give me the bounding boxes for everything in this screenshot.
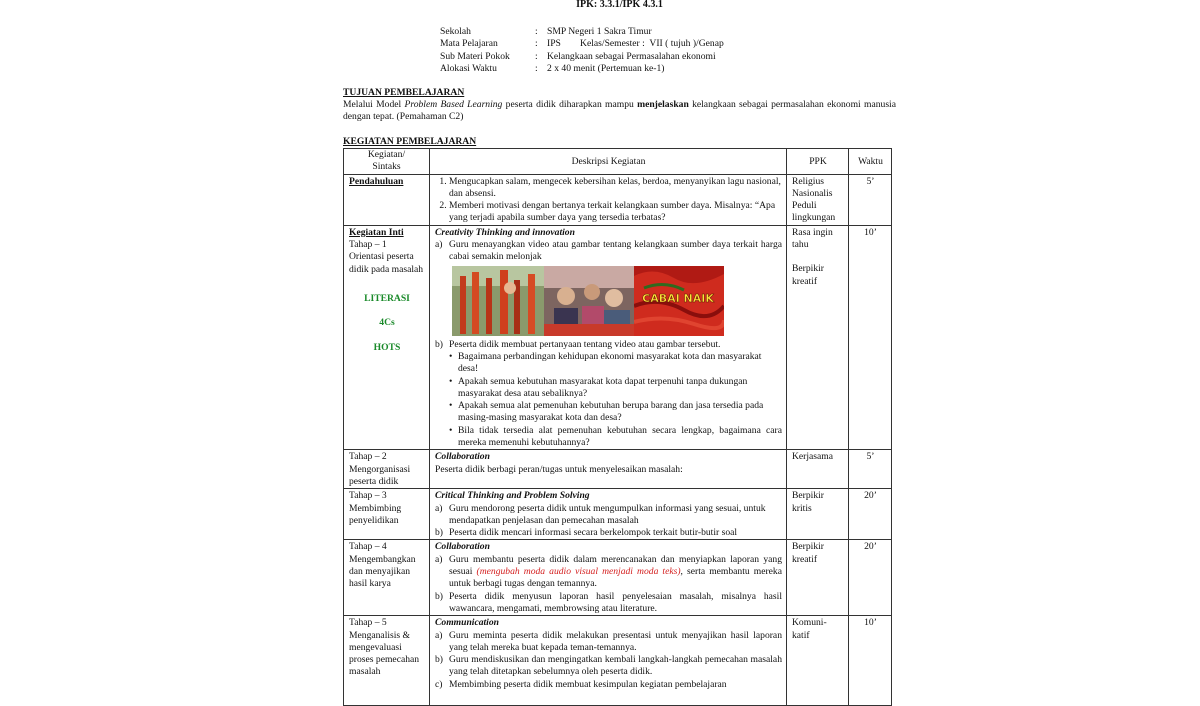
kegiatan-title: KEGIATAN PEMBELAJARAN (343, 136, 477, 147)
list-item: • Apakah semua alat pemenuhan kebutuhan berupa barang dan jasa tersedia pada masing-masing masyarakat kota dan desa? (458, 400, 782, 425)
pendahuluan-list (435, 176, 782, 225)
table-header-row (344, 149, 892, 175)
list-item: 2. Memberi motivasi dengan bertanya terkait kelangkaan sumber daya. Misalnya: “Apa yang terjadi apabila sumber daya yang tersedia terbatas? (449, 200, 782, 225)
ppk-cell: Kerjasama (787, 450, 849, 489)
pendahuluan-label: Pendahuluan (349, 175, 404, 187)
question-list (435, 351, 782, 449)
table-row-tahap-4: Tahap – 4 Mengembangkan dan menyajikan hasil karya Collaboration a) Guru membantu peserta didik dalam merencanakan dan menyiapkan laporan yang sesuai (mengubah moda audio visual menjadi moda teks), serta membantu mereka untuk berbagi tugas dengan temannya. b) Peserta didik menyusun laporan hasil penyelesaian masalah, misalnya hasil wawancara, mengamati, membrowsing atau literature. Berpikir kreatif 20’ (344, 540, 892, 616)
tahap-name: Orientasi peserta didik pada masalah (349, 251, 424, 275)
waktu-cell: 20’ (849, 540, 892, 616)
waktu-cell: 20’ (849, 489, 892, 540)
header-deskripsi: Deskripsi Kegiatan (430, 149, 787, 175)
table-row-tahap-3: Tahap – 3 Membimbing penyelidikan Critical Thinking and Problem Solving a) Guru mendorong peserta didik untuk mengumpulkan informasi yang sesuai, untuk mendapatkan penjelasan dan pemecahan masalah b) Peserta didik mencari informasi secara berkelompok terkait butir-butir soal Berpikir kritis 20’ (344, 489, 892, 540)
header-tahap: Kegiatan/ Sintaks (344, 149, 430, 175)
tahap-name: Membimbing penyelidikan (349, 502, 402, 526)
meta-row: Alokasi Waktu : 2 x 40 menit (Pertemuan ke-1) (440, 63, 665, 75)
chili-market-photo (452, 266, 544, 336)
tahap-name: Mengembangkan dan menyajikan hasil karya (349, 553, 416, 590)
list-item: • Bagaimana perbandingan kehidupan ekonomi masyarakat kota dan masyarakat desa! (458, 351, 782, 376)
chili-price-images (452, 266, 782, 336)
list-item: • Apakah semua kebutuhan masyarakat kota dapat terpenuhi tanpa dukungan masyarakat desa atau sebaliknya? (458, 376, 782, 401)
waktu-cell: 10’ (849, 225, 892, 450)
ppk-cell: Rasa ingin tahu (792, 226, 833, 251)
waktu-cell: 10’ (849, 616, 892, 706)
ppk-cell: Berpikir kreatif (787, 540, 849, 616)
inti-label: Kegiatan Inti (349, 226, 404, 238)
table-row-pendahuluan (344, 174, 892, 225)
tag-literasi: LITERASI (364, 292, 410, 304)
meta-row: Sekolah : SMP Negeri 1 Sakra Timur (440, 26, 652, 37)
ipk-heading: IPK: 3.3.1/IPK 4.3.1 (576, 0, 663, 10)
tag-hots: HOTS (373, 341, 401, 353)
tahap-name: Menganalisis & mengevaluasi proses pemecahan masalah (349, 629, 420, 678)
meta-row: Mata Pelajaran : IPS Kelas/Semester : VII ( tujuh )/Genap (440, 38, 724, 50)
ppk-cell: Berpikir kritis (787, 489, 849, 540)
waktu-cell: 5’ (849, 450, 892, 489)
ppk-cell: Berpikir kreatif (792, 263, 824, 287)
cabai-naik-caption: CABAI NAIK (642, 291, 714, 305)
waktu-cell: 5’ (849, 174, 892, 225)
market-crowd-photo (544, 266, 634, 336)
tahap-name: Mengorganisasi peserta didik (349, 463, 411, 487)
ppk-cell: Komuni- katif (787, 616, 849, 706)
activity-table (343, 148, 892, 706)
header-waktu: Waktu (849, 149, 892, 175)
header-ppk: PPK (787, 149, 849, 175)
cabai-naik-photo (634, 266, 724, 336)
identity-block (440, 26, 840, 76)
table-row-tahap-5: Tahap – 5 Menganalisis & mengevaluasi proses pemecahan masalah Communication a) Guru meminta peserta didik melakukan presentasi untuk menyajikan hasil laporan yang telah mereka buat kepada teman-temannya. b) Guru mendiskusikan dan mengingatkan kembali langkah-langkah pemecahan masalah yang telah ditetapkan sebelumnya oleh peserta didik. c) Membimbing peserta didik membuat kesimpulan kegiatan pembelajaran Komuni- katif 10’ (344, 616, 892, 706)
tag-4cs: 4Cs (379, 317, 395, 329)
ppk-cell: Religius Nasionalis Peduli lingkungan (787, 174, 849, 225)
list-item: • Bila tidak tersedia alat pemenuhan kebutuhan secara lengkap, bagaimana cara mereka memenuhi kebutuhannya? (458, 425, 782, 450)
table-row-inti: Kegiatan Inti Tahap – 1 Orientasi peserta didik pada masalah LITERASI 4Cs HOTS Creativity Thinking and innovation a) Guru menayangkan video atau gambar tentang kelangkaan sumber daya terkait harga cabai semakin melonjak CABAI NAIK b) Peserta didik membuat pertanyaan tentang video atau gambar tersebut. • Bagaimana perbandingan kehidupan ekonomi masyarakat kota dan masyarakat desa! • Apakah semua kebutuhan masyarakat kota dapat terpenuhi tanpa dukungan masyarakat desa atau sebaliknya? • Apakah semua alat pemenuhan kebutuhan berupa barang dan jasa tersedia pada masing-masing masyarakat kota dan desa? • Bila tidak tersedia alat pemenuhan kebutuhan secara lengkap, bagaimana cara mereka memenuhi kebutuhannya? Rasa ingin tahu Berpikir kreatif 10’ (344, 225, 892, 450)
tujuan-paragraph: Melalui Model Problem Based Learning peserta didik diharapkan mampu menjelaskan kelangkaan sebagai permasalahan ekonomi manusia dengan tepat. (Pemahaman C2) (343, 99, 896, 123)
list-item: 1. Mengucapkan salam, mengecek kebersihan kelas, berdoa, menyanyikan lagu nasional, dan absensi. (449, 176, 782, 201)
table-row-tahap-2: Tahap – 2 Mengorganisasi peserta didik Collaboration Peserta didik berbagi peran/tugas untuk menyelesaikan masalah: Kerjasama 5’ (344, 450, 892, 489)
meta-row: Sub Materi Pokok : Kelangkaan sebagai Permasalahan ekonomi (440, 50, 716, 62)
tujuan-title: TUJUAN PEMBELAJARAN (343, 87, 465, 98)
